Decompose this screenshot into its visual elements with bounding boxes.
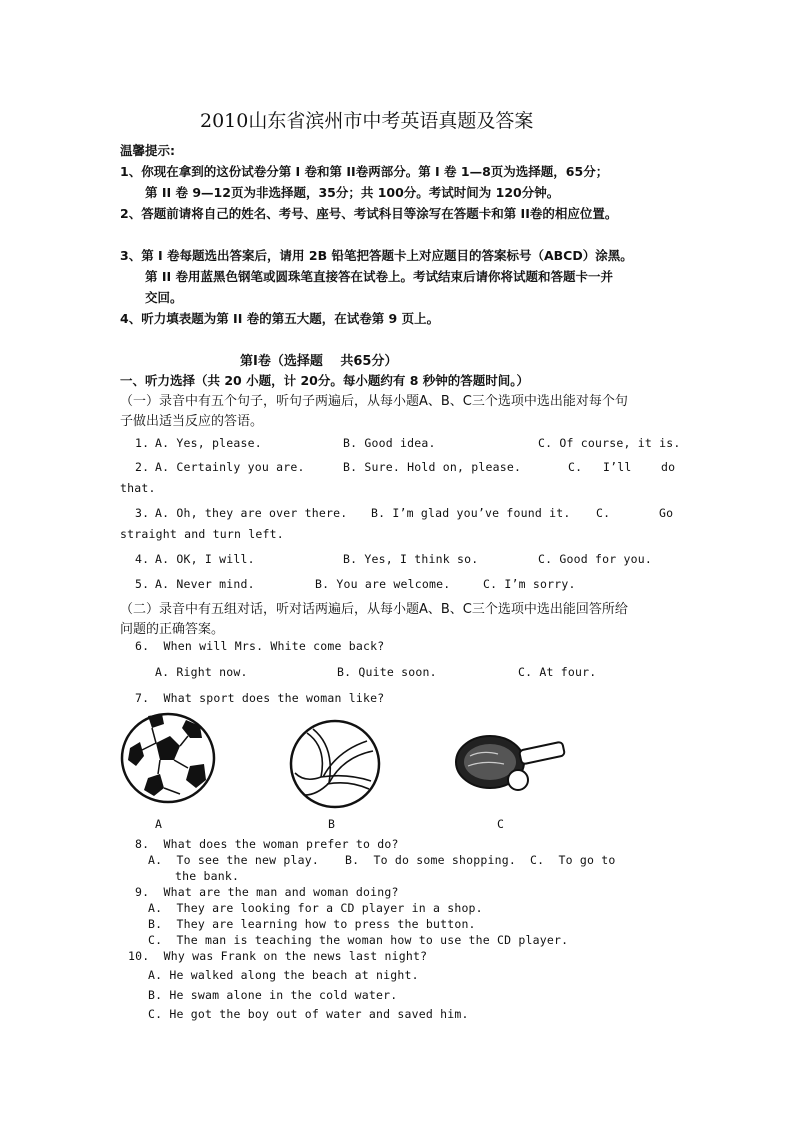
image-label-b: B	[328, 817, 336, 831]
option-b: B. He swam alone in the cold water.	[148, 988, 398, 1002]
question-number: 1.	[135, 436, 150, 450]
tips-heading: 温馨提示:	[120, 143, 175, 158]
tip-line: 2、答题前请将自己的姓名、考号、座号、考试科目等涂写在答题卡和第 II卷的相应位置。	[120, 206, 618, 221]
image-label-a: A	[155, 817, 163, 831]
option-c-text: do	[661, 460, 676, 474]
option-b: B. Sure. Hold on, please.	[343, 460, 522, 474]
question-number: 2.	[135, 460, 150, 474]
question-stem: 6. When will Mrs. White come back?	[135, 639, 385, 653]
question-number: 5.	[135, 577, 150, 591]
tip-line: 4、听力填表题为第 II 卷的第五大题，在试卷第 9 页上。	[120, 311, 440, 326]
question-stem: 10. Why was Frank on the news last night?	[128, 949, 428, 963]
tip-line: 第 II 卷 9—12页为非选择题，35分；共 100分。考试时间为 120分钟。	[145, 185, 560, 200]
page-title: 2010山东省滨州市中考英语真题及答案	[200, 110, 534, 132]
image-label-c: C	[497, 817, 505, 831]
sub-instruction: 问题的正确答案。	[120, 622, 225, 637]
option-a: A. Certainly you are.	[155, 460, 305, 474]
option-c: C.	[596, 506, 611, 520]
option-a: A. Right now.	[155, 665, 248, 679]
option-b: B. You are welcome.	[315, 577, 451, 591]
soccer-ball-image	[118, 708, 218, 806]
volleyball-image	[287, 717, 383, 811]
question-number: 3.	[135, 506, 150, 520]
question-stem: 8. What does the woman prefer to do?	[135, 837, 399, 851]
option-a: A. Yes, please.	[155, 436, 262, 450]
option-a: A. He walked along the beach at night.	[148, 968, 419, 982]
section-heading: 一、听力选择（共 20 小题，计 20分。每小题约有 8 秒钟的答题时间。）	[120, 373, 529, 388]
option-c: C. Good for you.	[538, 552, 652, 566]
option-b: B. To do some shopping.	[345, 853, 516, 867]
option-c-text: I’ll	[603, 460, 632, 474]
sub-instruction: 子做出适当反应的答语。	[120, 414, 264, 429]
question-stem: 9. What are the man and woman doing?	[135, 885, 399, 899]
option-c-continued: the bank.	[175, 869, 240, 883]
option-c: C. Of course, it is.	[538, 436, 681, 450]
question-stem: 7. What sport does the woman like?	[135, 691, 385, 705]
sub-instruction: （一）录音中有五个句子，听句子两遍后，从每小题A、B、C三个选项中选出能对每个句	[120, 394, 628, 409]
option-b: B. Quite soon.	[337, 665, 437, 679]
table-tennis-image	[452, 720, 572, 796]
option-a: A. To see the new play.	[148, 853, 319, 867]
option-a: A. They are looking for a CD player in a shop.	[148, 901, 483, 915]
option-c: C.	[568, 460, 583, 474]
option-c-continued: that.	[120, 481, 156, 495]
option-c-continued: straight and turn left.	[120, 527, 284, 541]
option-c-text: Go	[659, 506, 674, 520]
tip-line: 3、第 I 卷每题选出答案后，请用 2B 铅笔把答题卡上对应题目的答案标号（ABCD）涂黑。	[120, 248, 633, 263]
option-b: B. Yes, I think so.	[343, 552, 479, 566]
option-c: C. He got the boy out of water and saved him.	[148, 1007, 469, 1021]
tip-line: 1、你现在拿到的这份试卷分第 I 卷和第 II卷两部分。第 I 卷 1—8页为选择题，65分；	[120, 164, 609, 179]
option-c: C. The man is teaching the woman how to use the CD player.	[148, 933, 569, 947]
option-a: A. Oh, they are over there.	[155, 506, 348, 520]
tip-line: 交回。	[145, 290, 183, 305]
option-a: A. Never mind.	[155, 577, 255, 591]
part1-heading: 第Ⅰ卷（选择题 共65分）	[240, 354, 398, 369]
tip-line: 第 II 卷用蓝黑色钢笔或圆珠笔直接答在试卷上。考试结束后请你将试题和答题卡一并	[145, 269, 614, 284]
sub-instruction: （二）录音中有五组对话，听对话两遍后，从每小题A、B、C三个选项中选出能回答所给	[120, 602, 628, 617]
option-a: A. OK, I will.	[155, 552, 255, 566]
option-c: C. At four.	[518, 665, 597, 679]
question-number: 4.	[135, 552, 150, 566]
option-b: B. Good idea.	[343, 436, 436, 450]
option-c: C. To go to	[530, 853, 616, 867]
option-b: B. They are learning how to press the button.	[148, 917, 476, 931]
option-c: C. I’m sorry.	[483, 577, 576, 591]
option-b: B. I’m glad you’ve found it.	[371, 506, 571, 520]
